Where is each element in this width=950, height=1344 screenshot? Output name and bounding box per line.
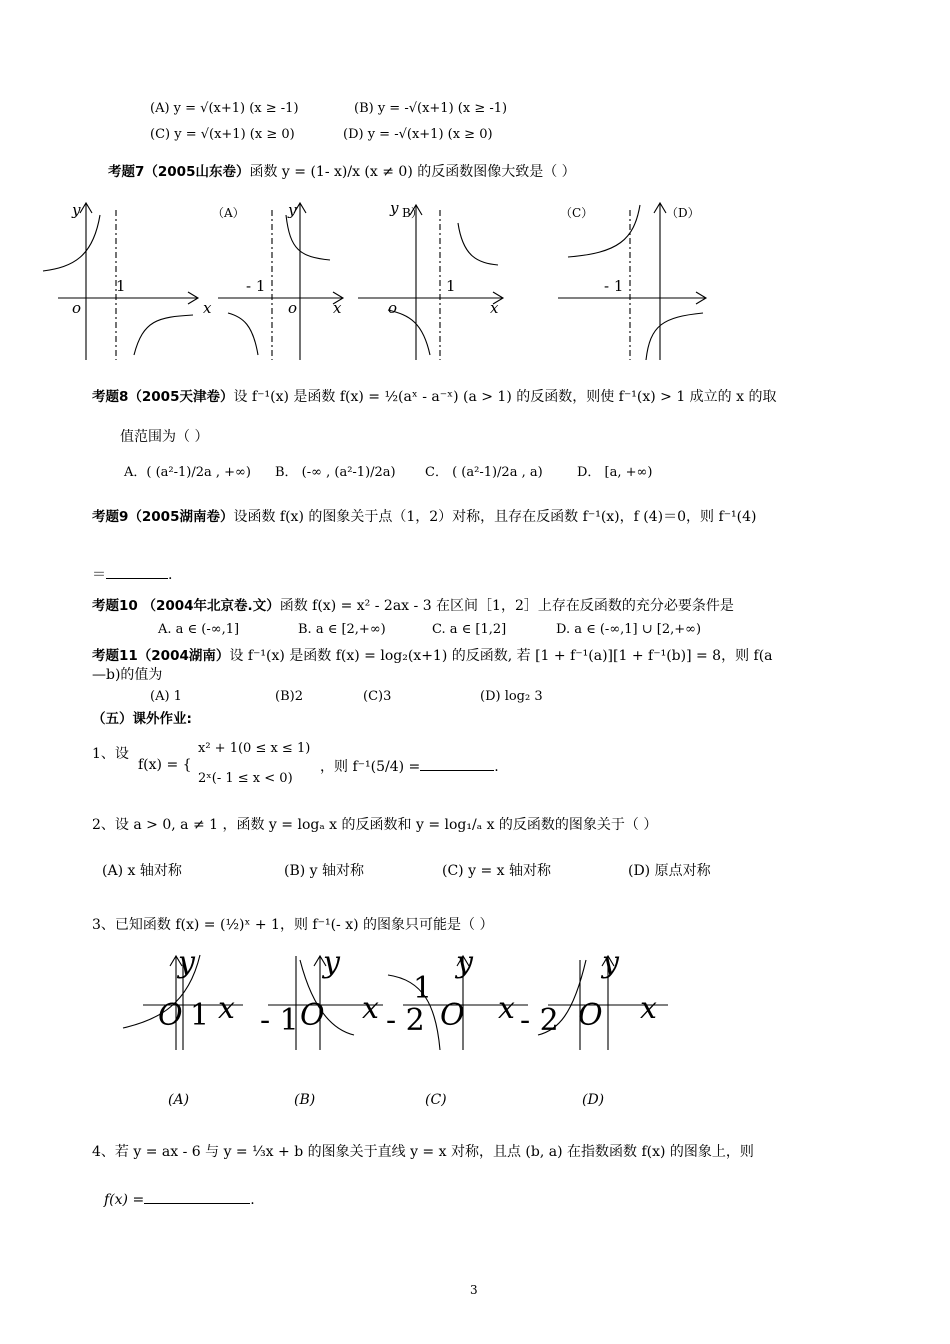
hw-q3-label-a: (A) xyxy=(168,1092,190,1108)
hw-q1-case2: 2ˣ(- 1 ≤ x < 0) xyxy=(198,771,293,786)
hw-q3-label-c: (C) xyxy=(425,1092,447,1108)
hw-q4-cont: f(x) = . xyxy=(104,1189,255,1209)
q7-graph-a-y: y xyxy=(72,201,81,219)
q7-graph-d-neg-one: - 1 xyxy=(604,277,624,295)
q9-cont: ＝ . xyxy=(92,564,172,584)
hw-q1-prefix: 1、设 xyxy=(92,746,129,762)
q6-option-c: (C) y = √(x+1) (x ≥ 0) xyxy=(150,127,295,142)
hw-q3-c-one: 1 xyxy=(413,971,433,1006)
hw-q3-label-d: (D) xyxy=(582,1092,605,1108)
hw-q3-label-b: (B) xyxy=(294,1092,316,1108)
hw-q3-d-x: x xyxy=(640,991,657,1026)
q7-graph-b-y: y xyxy=(288,201,297,219)
q7-graph-c-o: o xyxy=(388,299,398,317)
q9-cont-text: ＝ xyxy=(92,567,106,583)
q7-graph-a-x: x xyxy=(203,299,212,317)
hw-q3-a-o: O xyxy=(158,998,183,1033)
q9-label: 考题9（2005湖南卷） xyxy=(92,509,234,525)
q8-option-c: C． ( (a²-1)/2a , a) xyxy=(425,465,543,480)
q8-line xyxy=(92,388,776,406)
q6-option-b: (B) y = -√(x+1) (x ≥ -1) xyxy=(354,101,508,116)
q7-label: 考题7（2005山东卷） xyxy=(108,164,250,180)
q8-option-b: B． (-∞ , (a²-1)/2a) xyxy=(275,465,396,480)
hw-q3-d-y: y xyxy=(602,945,619,980)
hw-q3-c-neg-two: - 2 xyxy=(386,1003,425,1038)
page-number: 3 xyxy=(470,1283,478,1297)
hw-q3-c-o: O xyxy=(440,998,465,1033)
q11-option-d: (D) log₂ 3 xyxy=(480,689,543,704)
q7-line xyxy=(108,163,576,181)
hw-q2-option-a: (A) x 轴对称 xyxy=(102,863,182,879)
q7-graphs xyxy=(38,195,918,365)
q7-graph-c-y: y xyxy=(390,199,399,217)
q7-graph-c-one: 1 xyxy=(446,277,456,295)
q6-option-a: (A) y = √(x+1) (x ≥ -1) xyxy=(150,101,299,116)
q8-option-d: D． [a, +∞) xyxy=(577,465,653,480)
hw-q3-b-o: O xyxy=(300,998,325,1033)
hw-q3-b-neg-one: - 1 xyxy=(260,1003,299,1038)
hw-q2-text: 2、设 a > 0, a ≠ 1 ，函数 y = logₐ x 的反函数和 y = log₁/ₐ x 的反函数的图象关于（ ） xyxy=(92,817,658,833)
hw-q3-b-y: y xyxy=(323,945,340,980)
hw-q3-text: 3、已知函数 f(x) = (½)ˣ + 1，则 f⁻¹(- x) 的图象只可能是（ ） xyxy=(92,917,494,933)
homework-heading: （五）课外作业: xyxy=(92,711,192,727)
hw-q1-then-line: ，则 f⁻¹(5/4) = . xyxy=(320,756,499,776)
q11-option-a: (A) 1 xyxy=(150,689,182,704)
hw-q3-d-neg-two: - 2 xyxy=(520,1003,559,1038)
hw-q1-f: f(x) = { xyxy=(138,757,192,773)
q7-graph-a-o: o xyxy=(72,299,82,317)
hw-q3-c-y: y xyxy=(456,945,473,980)
q10-option-c: C. a ∈ [1,2] xyxy=(432,622,507,637)
q11-option-b: (B)2 xyxy=(275,689,303,704)
hw-q3-b-x: x xyxy=(362,991,379,1026)
hw-q3-a-one: 1 xyxy=(190,998,210,1033)
q7-graph-b-neg-one: - 1 xyxy=(246,277,266,295)
hw-q3-a-x: x xyxy=(218,991,235,1026)
hw-q2-option-b: (B) y 轴对称 xyxy=(284,863,365,879)
hw-q3-a-y: y xyxy=(178,945,195,980)
q10-option-a: A. a ∈ (-∞,1] xyxy=(158,622,240,637)
q10-label: 考题10 （2004年北京卷.文） xyxy=(92,598,280,614)
q8-label: 考题8（2005天津卷） xyxy=(92,389,234,405)
q9-line xyxy=(92,508,756,526)
hw-q4-cont-text: f(x) = xyxy=(104,1192,145,1208)
q10-text: 函数 f(x) = x² - 2ax - 3 在区间［1，2］上存在反函数的充分必要条件是 xyxy=(279,598,734,614)
q11-option-c: (C)3 xyxy=(363,689,392,704)
hw-q1-case1: x² + 1(0 ≤ x ≤ 1) xyxy=(198,741,311,756)
hw-q1-answer-blank[interactable] xyxy=(420,756,494,771)
q7-graph-b-o: o xyxy=(288,299,298,317)
hw-q4-answer-blank[interactable] xyxy=(144,1189,250,1204)
q7-graph-a-one: 1 xyxy=(116,277,126,295)
hw-q2-option-c: (C) y = x 轴对称 xyxy=(442,863,551,879)
hw-q4-text: 4、若 y = ax - 6 与 y = ⅓x + b 的图象关于直线 y = x 对称，且点 (b, a) 在指数函数 f(x) 的图象上，则 xyxy=(92,1144,754,1160)
q11-label: 考题11（2004湖南） xyxy=(92,648,230,664)
q7-graph-a-label: （A） xyxy=(212,206,245,220)
hw-q3-d-o: O xyxy=(578,998,603,1033)
q11-line xyxy=(92,647,773,665)
q8-cont: 值范围为（ ） xyxy=(120,429,209,445)
q10-line xyxy=(92,597,734,615)
q7-graph-c-label: B） xyxy=(402,206,423,220)
q10-option-b: B. a ∈ [2,+∞) xyxy=(298,622,386,637)
q7-graph-b-x: x xyxy=(333,299,342,317)
q11-cont: —b)的值为 xyxy=(92,667,163,683)
hw-q3-graphs xyxy=(118,945,678,1060)
q8-option-a: A．( (a²-1)/2a , +∞) xyxy=(124,465,251,480)
hw-q3-c-x: x xyxy=(498,991,515,1026)
q9-answer-blank[interactable] xyxy=(106,564,168,579)
q7-graph-d-label-c: （C） xyxy=(560,206,594,220)
q7-text: 函数 y = (1- x)/x (x ≠ 0) 的反函数图像大致是（ ） xyxy=(249,164,576,180)
hw-q2-option-d: (D) 原点对称 xyxy=(628,863,711,879)
q7-graph-d-label: （D） xyxy=(666,206,700,220)
q10-option-d: D. a ∈ (-∞,1] ∪ [2,+∞) xyxy=(556,622,702,637)
hw-q1-then: ，则 f⁻¹(5/4) = xyxy=(320,759,421,775)
q8-text: 设 f⁻¹(x) 是函数 f(x) = ½(aˣ - a⁻ˣ) (a > 1) 的反函数，则使 f⁻¹(x) > 1 成立的 x 的取 xyxy=(233,389,777,405)
q11-text: 设 f⁻¹(x) 是函数 f(x) = log₂(x+1) 的反函数, 若 [1 + f⁻¹(a)][1 + f⁻¹(b)] = 8，则 f(a xyxy=(229,648,773,664)
q6-option-d: (D) y = -√(x+1) (x ≥ 0) xyxy=(343,127,493,142)
q9-text: 设函数 f(x) 的图象关于点（1，2）对称，且存在反函数 f⁻¹(x)，f (4)＝0，则 f⁻¹(4) xyxy=(233,509,757,525)
q7-graph-c-x: x xyxy=(490,299,499,317)
